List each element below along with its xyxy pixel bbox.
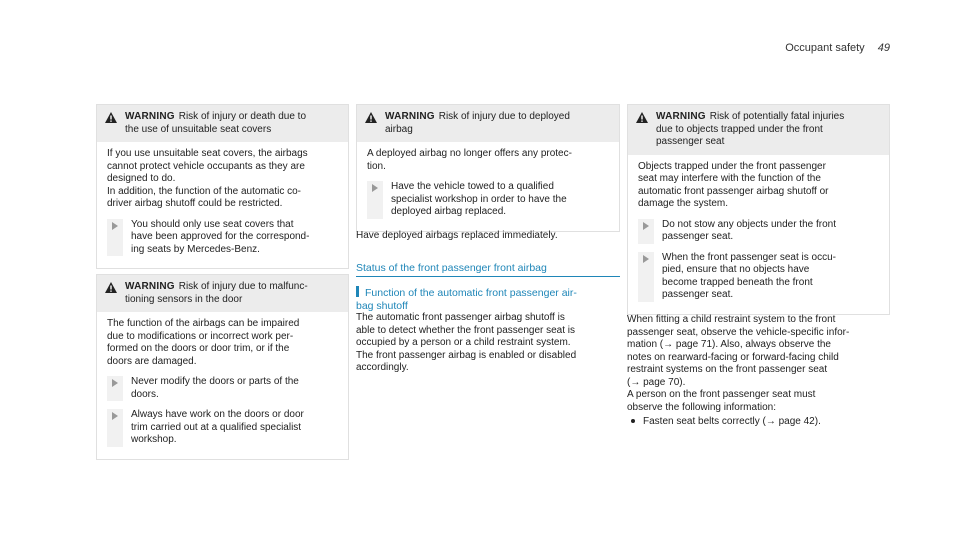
section-heading-underline <box>356 276 620 277</box>
body-line: A deployed airbag no longer offers any protec- <box>367 148 572 159</box>
step-line: passenger seat. <box>662 289 734 300</box>
warning-header <box>628 105 889 155</box>
body-line: due to modifications or incorrect work per- <box>107 330 294 342</box>
body-line: notes on rearward-facing or forward-facing child <box>627 351 839 363</box>
child-restraint-paragraph <box>627 314 890 429</box>
body-line: The front passenger airbag is enabled or disabled <box>356 349 577 361</box>
body-line: passenger seat, observe the vehicle-specific infor- <box>627 326 850 338</box>
section-title: Occupant safety <box>785 42 865 54</box>
body-line: The function of the airbags can be impaired <box>107 318 300 329</box>
warning-keyword: WARNING <box>656 111 706 122</box>
body-line: damage the system. <box>638 198 729 209</box>
step-line: become trapped beneath the front <box>662 276 813 288</box>
body-line: accordingly. <box>356 362 409 373</box>
body-line: Objects trapped under the front passenger <box>638 160 826 172</box>
body-line: tion. <box>367 160 386 172</box>
warning-title-line: passenger seat <box>656 136 725 147</box>
warning-triangle-icon <box>105 112 117 123</box>
step-arrow-icon <box>643 255 649 263</box>
step-line: Have the vehicle towed to a qualified <box>391 181 554 192</box>
function-heading-line: bag shutoff <box>356 299 408 312</box>
step-line: passenger seat. <box>662 231 734 242</box>
step-arrow-icon <box>643 222 649 230</box>
warning-body <box>357 142 619 231</box>
function-section <box>356 286 620 375</box>
body-line: designed to do. <box>107 173 176 184</box>
warning-title-line: Risk of injury due to deployed <box>438 111 570 122</box>
warning-box-trapped-objects <box>627 104 890 315</box>
warning-triangle-icon <box>365 112 377 123</box>
body-line: mation (→ page 71). Also, always observe the <box>627 339 831 350</box>
body-line: automatic front passenger airbag shutoff or <box>638 185 829 197</box>
step-line: pied, ensure that no objects have <box>662 264 810 275</box>
step-line: deployed airbag replaced. <box>391 206 507 217</box>
warning-title-line: the use of unsuitable seat covers <box>125 123 272 135</box>
body-line: able to detect whether the front passenger seat is <box>356 324 576 336</box>
warning-box-deployed-airbag <box>356 104 620 232</box>
bullet-text: Fasten seat belts correctly (→ page 42). <box>643 416 821 427</box>
body-line: observe the following information: <box>627 401 776 413</box>
body-line: cannot protect vehicle occupants as they are <box>107 160 305 172</box>
bullet-icon <box>631 419 635 423</box>
warning-triangle-icon <box>636 112 648 123</box>
step-arrow-icon <box>112 379 118 387</box>
step-line: trim carried out at a qualified specialist <box>131 421 302 433</box>
warning-triangle-icon <box>105 282 117 293</box>
body-line: The automatic front passenger airbag shutoff is <box>356 312 565 323</box>
heading-marker <box>356 286 359 297</box>
warning-header <box>357 105 619 142</box>
section-heading: Status of the front passenger front airbag <box>356 262 547 274</box>
warning-title-line: airbag <box>385 123 413 135</box>
warning-keyword: WARNING <box>385 111 435 122</box>
step-line: You should only use seat covers that <box>131 218 294 230</box>
step-line: specialist workshop in order to have the <box>391 193 567 205</box>
warning-title-line: tioning sensors in the door <box>125 293 243 305</box>
function-heading-line: Function of the automatic front passenger air- <box>365 287 577 299</box>
step-line: workshop. <box>131 434 177 445</box>
action-step <box>367 181 609 219</box>
step-line: have been approved for the correspond- <box>131 231 310 242</box>
body-line: (→ page 70). <box>627 376 686 388</box>
warning-title-line: Risk of injury due to malfunc- <box>178 281 308 292</box>
body-line: If you use unsuitable seat covers, the airbags <box>107 148 308 159</box>
warning-header <box>97 105 348 142</box>
body-line: occupied by a person or a child restraint system. <box>356 337 571 348</box>
warning-header <box>97 275 348 312</box>
action-step <box>107 376 338 401</box>
step-line: ing seats by Mercedes-Benz. <box>131 243 260 255</box>
body-line: formed on the doors or door trim, or if the <box>107 343 290 354</box>
step-arrow-icon <box>112 222 118 230</box>
body-line: driver airbag shutoff could be restricted. <box>107 198 283 209</box>
step-arrow-icon <box>372 184 378 192</box>
warning-title-line: due to objects trapped under the front <box>656 123 823 135</box>
warning-body <box>628 155 889 314</box>
body-line: restraint systems on the front passenger seat <box>627 364 828 375</box>
action-step <box>638 219 879 244</box>
function-heading <box>356 286 620 300</box>
warning-title-line: Risk of injury or death due to <box>178 111 307 122</box>
replace-airbags-text: Have deployed airbags replaced immediately. <box>356 230 558 241</box>
action-step <box>638 252 879 302</box>
warning-keyword: WARNING <box>125 111 175 122</box>
warning-keyword: WARNING <box>125 281 175 292</box>
body-line: seat may interfere with the function of the <box>638 173 821 184</box>
step-line: Do not stow any objects under the front <box>662 218 836 230</box>
bullet-item <box>627 416 890 429</box>
page-number: 49 <box>877 42 890 54</box>
page-header <box>785 42 890 54</box>
step-line: When the front passenger seat is occu- <box>662 251 836 263</box>
step-arrow-icon <box>112 412 118 420</box>
warning-body <box>97 312 348 459</box>
warning-body <box>97 142 348 268</box>
warning-box-seat-covers <box>96 104 349 269</box>
body-line: In addition, the function of the automatic co- <box>107 185 302 197</box>
body-line: doors are damaged. <box>107 355 197 367</box>
body-line: When fitting a child restraint system to the front <box>627 314 836 325</box>
body-line: A person on the front passenger seat must <box>627 389 816 400</box>
warning-title-line: Risk of potentially fatal injuries <box>709 111 845 122</box>
action-step <box>107 409 338 447</box>
step-line: Always have work on the doors or door <box>131 409 304 420</box>
action-step <box>107 219 338 257</box>
step-line: Never modify the doors or parts of the <box>131 376 299 387</box>
step-line: doors. <box>131 388 159 400</box>
warning-box-door-sensors <box>96 274 349 460</box>
